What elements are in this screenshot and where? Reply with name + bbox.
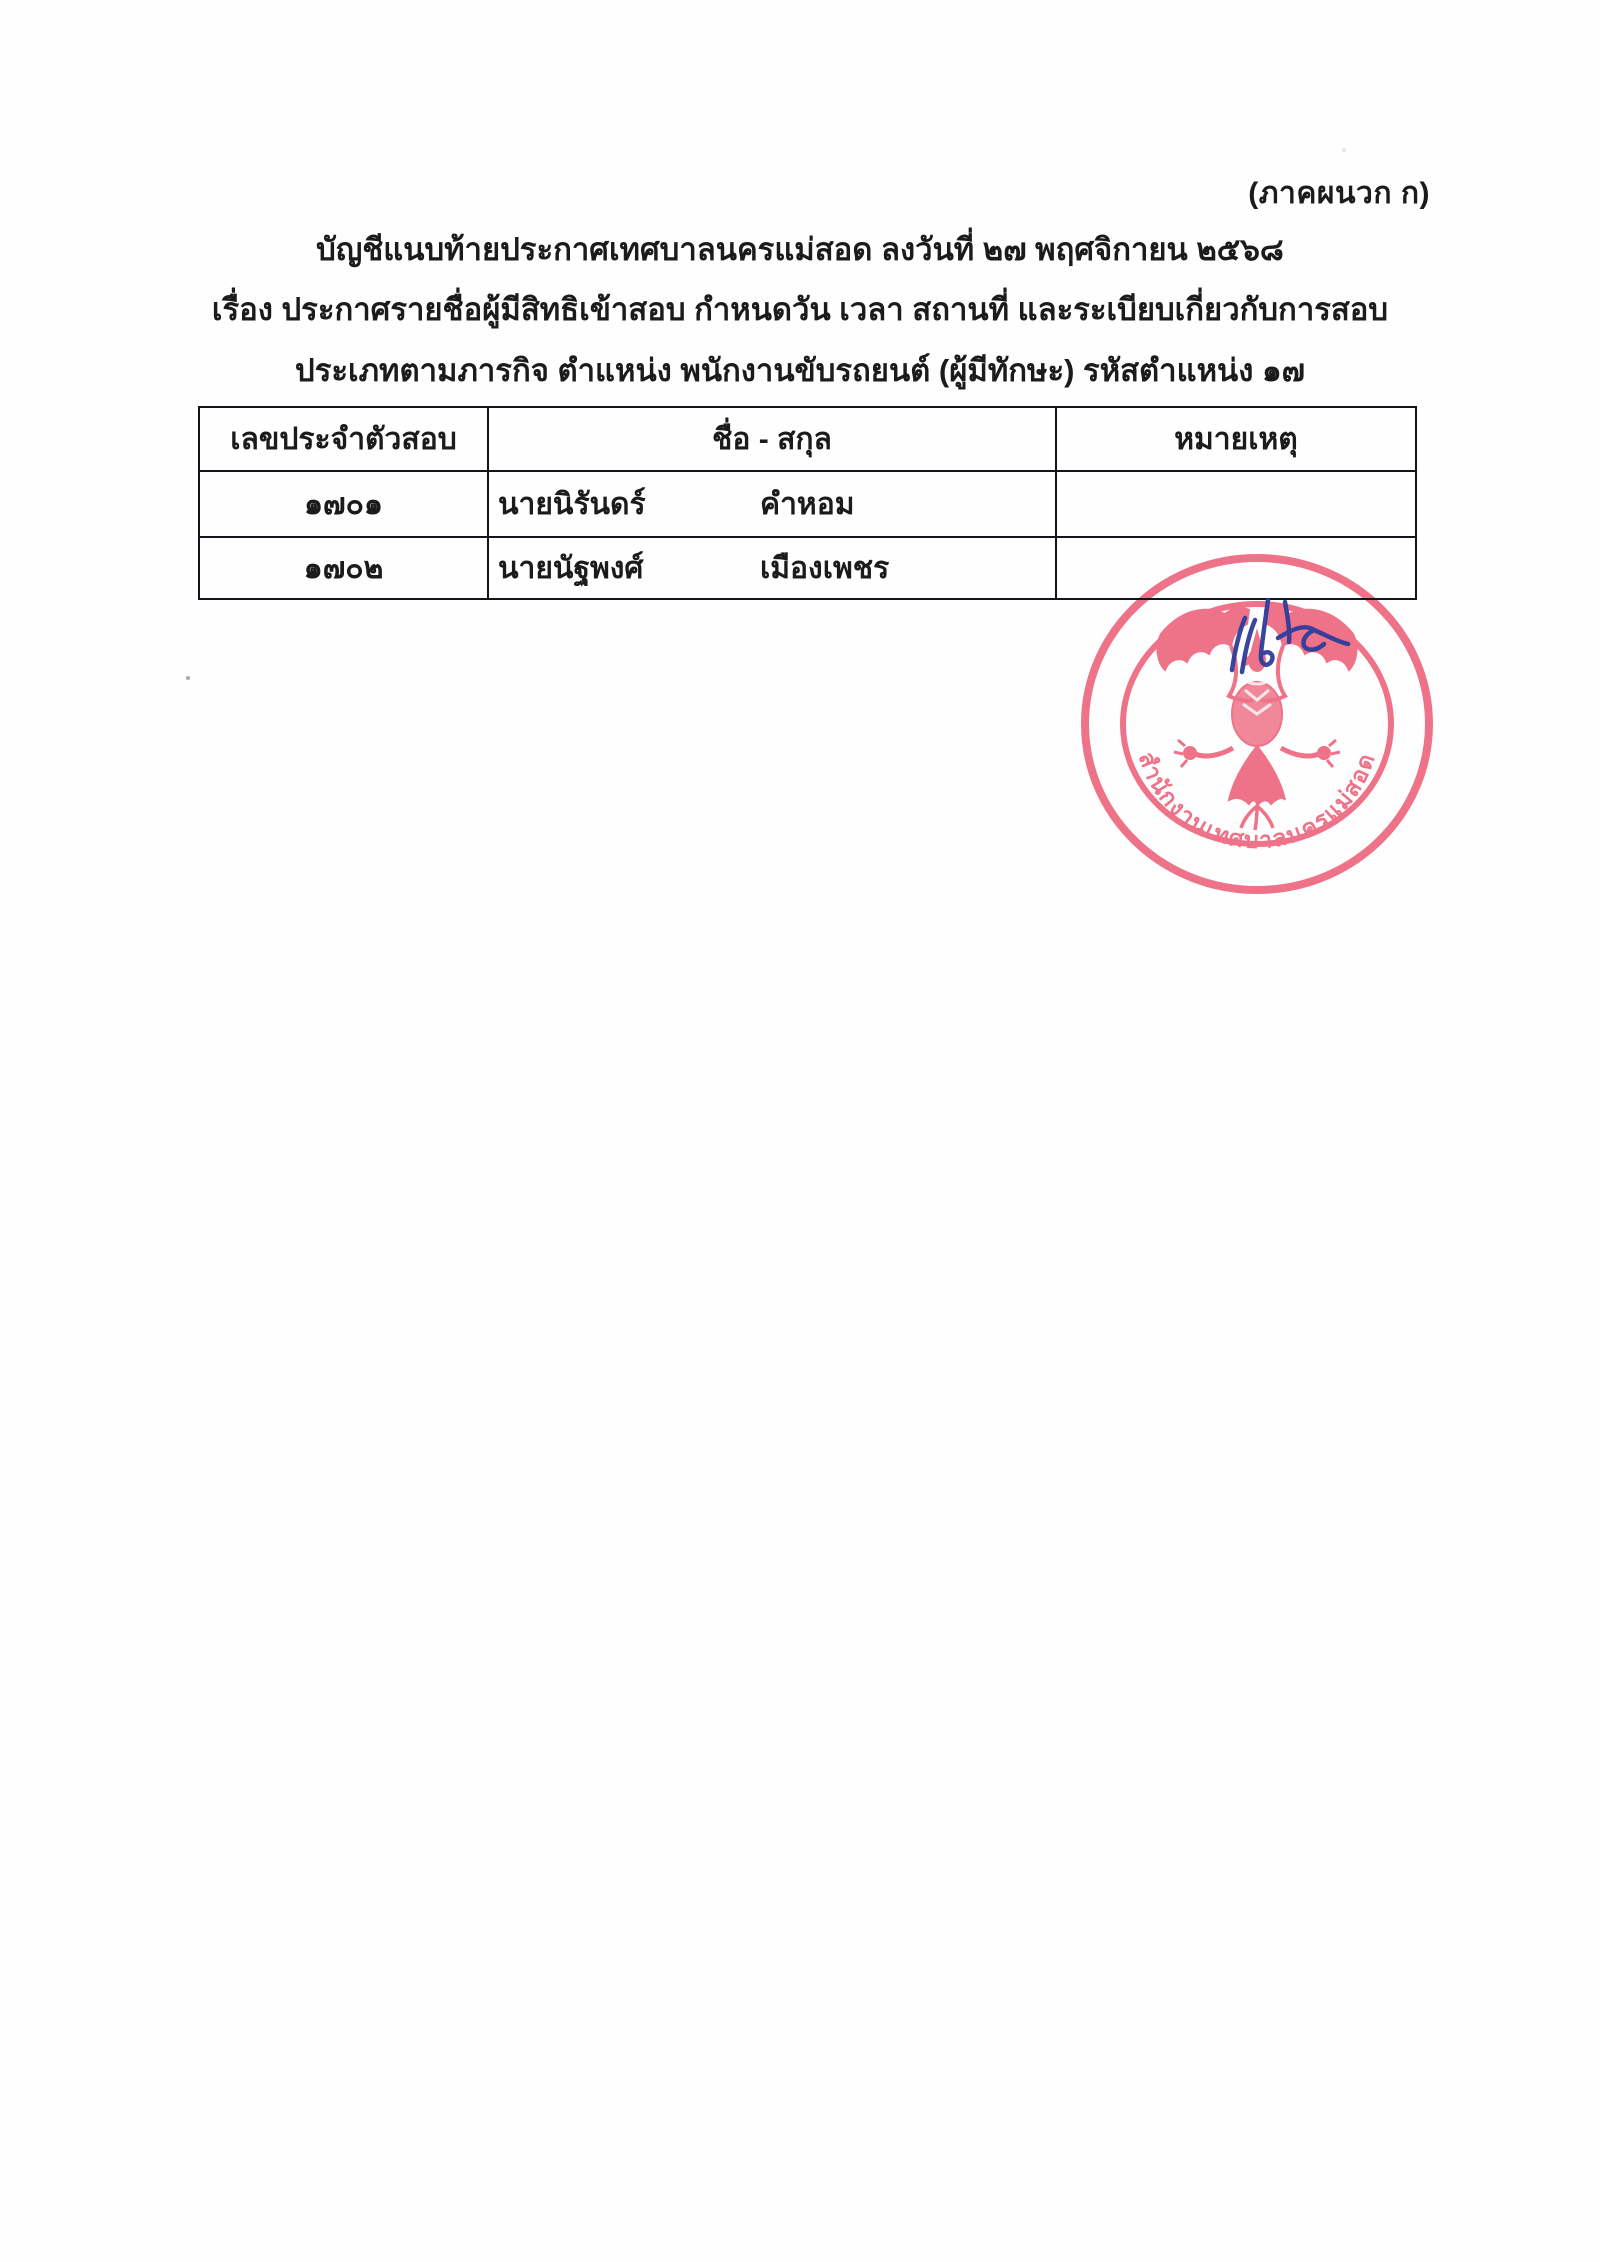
exam-number: ๑๗๐๑ <box>199 471 488 537</box>
scan-speck <box>1342 148 1346 152</box>
title-line-3: ประเภทตามภารกิจ ตำแหน่ง พนักงานขับรถยนต์ (ผู้มีทักษะ) รหัสตำแหน่ง ๑๗ <box>295 353 1305 388</box>
candidates-table <box>198 406 1417 600</box>
header-name-surname: ชื่อ - สกุล <box>488 407 1056 471</box>
candidate-last-name: เมืองเพชร <box>760 551 890 585</box>
candidate-name-cell <box>488 537 1056 599</box>
title-line-2: เรื่อง ประกาศรายชื่อผู้มีสิทธิเข้าสอบ กำหนดวัน เวลา สถานที่ และระเบียบเกี่ยวกับการสอบ <box>211 292 1389 327</box>
candidate-last-name: คำหอม <box>760 487 855 521</box>
title-line-1: บัญชีแนบท้ายประกาศเทศบาลนครแม่สอด ลงวันที่ ๒๗ พฤศจิกายน ๒๕๖๘ <box>316 232 1284 267</box>
header-exam-number: เลขประจำตัวสอบ <box>199 407 488 471</box>
candidate-name-cell <box>488 471 1056 537</box>
candidate-first-name: นายนัฐพงศ์ <box>498 551 644 585</box>
scan-speck <box>186 676 190 680</box>
signature-ink <box>1160 580 1360 690</box>
header-remarks: หมายเหตุ <box>1056 407 1416 471</box>
remark-cell <box>1056 471 1416 537</box>
candidate-first-name: นายนิรันดร์ <box>498 487 646 521</box>
table-header-row <box>199 407 1416 471</box>
table-row <box>199 471 1416 537</box>
appendix-label: (ภาคผนวก ก) <box>1248 177 1430 210</box>
stamp-text: สำนักงานเทศบาลนครแม่สอด <box>1133 748 1380 854</box>
exam-number: ๑๗๐๒ <box>199 537 488 599</box>
